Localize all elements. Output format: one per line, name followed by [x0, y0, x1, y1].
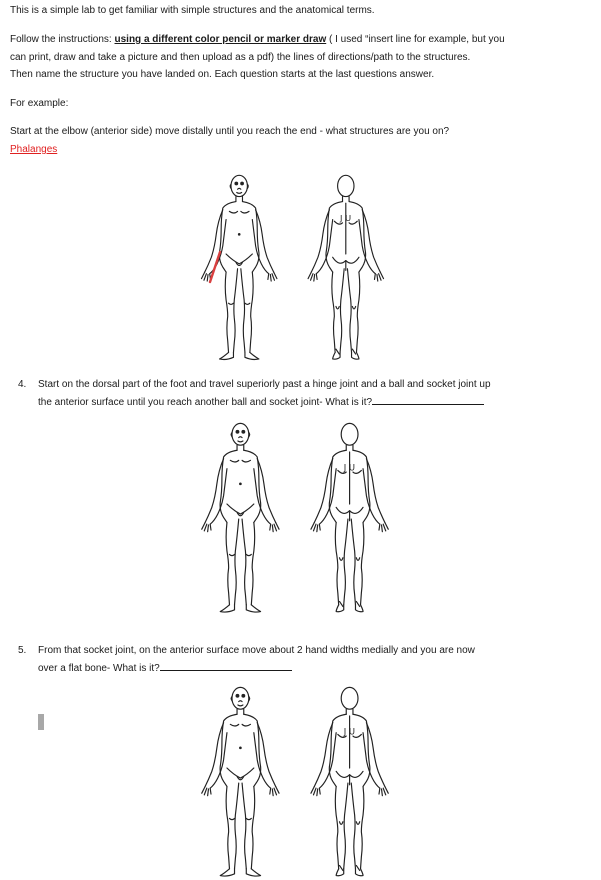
question-text: the anterior surface until you reach another ball and socket joint- What is it?	[38, 397, 373, 408]
example-answer: Phalanges	[10, 144, 58, 155]
anterior-body-figure	[202, 423, 279, 612]
question-text: From that socket joint, on the anterior surface move about 2 hand widths medially and you are now	[38, 645, 475, 656]
example-heading: For example:	[10, 98, 69, 109]
question-4	[18, 376, 491, 412]
example-prompt: Start at the elbow (anterior side) move distally until you reach the end - what structures are you on?	[10, 126, 450, 137]
body-diagram-example	[190, 170, 415, 362]
answer-blank[interactable]	[372, 395, 484, 405]
instructions-prefix: Follow the instructions:	[10, 34, 115, 45]
text-cursor	[38, 714, 44, 730]
anterior-body-figure	[201, 175, 276, 359]
instructions-emphasis: using a different color pencil or marker draw	[114, 34, 327, 45]
posterior-body-figure	[311, 687, 388, 875]
instructions-line: can print, draw and take a picture and then upload as a pdf) the lines of directions/path to the structures.	[10, 52, 471, 63]
instructions-line	[10, 33, 505, 47]
answer-blank[interactable]	[160, 661, 292, 671]
instructions-line: Then name the structure you have landed on. Each question starts at the last questions answer.	[10, 69, 435, 80]
figure-initials: J U	[343, 726, 356, 737]
question-5	[18, 642, 475, 678]
figure-initials: J U	[343, 462, 356, 473]
intro-line: This is a simple lab to get familiar with simple structures and the anatomical terms.	[10, 5, 375, 16]
body-figures	[190, 418, 415, 618]
body-diagram-q4	[190, 418, 415, 618]
question-text: Start on the dorsal part of the foot and travel superiorly past a hinge joint and a ball and socket joint up	[38, 379, 491, 390]
body-diagram-q5	[190, 682, 415, 880]
instructions-suffix: ( I used “insert line for example, but you	[326, 34, 505, 45]
question-text: over a flat bone- What is it?	[38, 663, 160, 674]
figure-initials: J U	[340, 213, 352, 224]
question-number: 5.	[18, 645, 27, 656]
body-figures	[190, 682, 415, 880]
posterior-body-figure	[308, 175, 383, 359]
posterior-body-figure	[311, 423, 388, 611]
question-number: 4.	[18, 379, 27, 390]
body-figures	[190, 170, 415, 362]
anterior-body-figure	[202, 687, 279, 876]
